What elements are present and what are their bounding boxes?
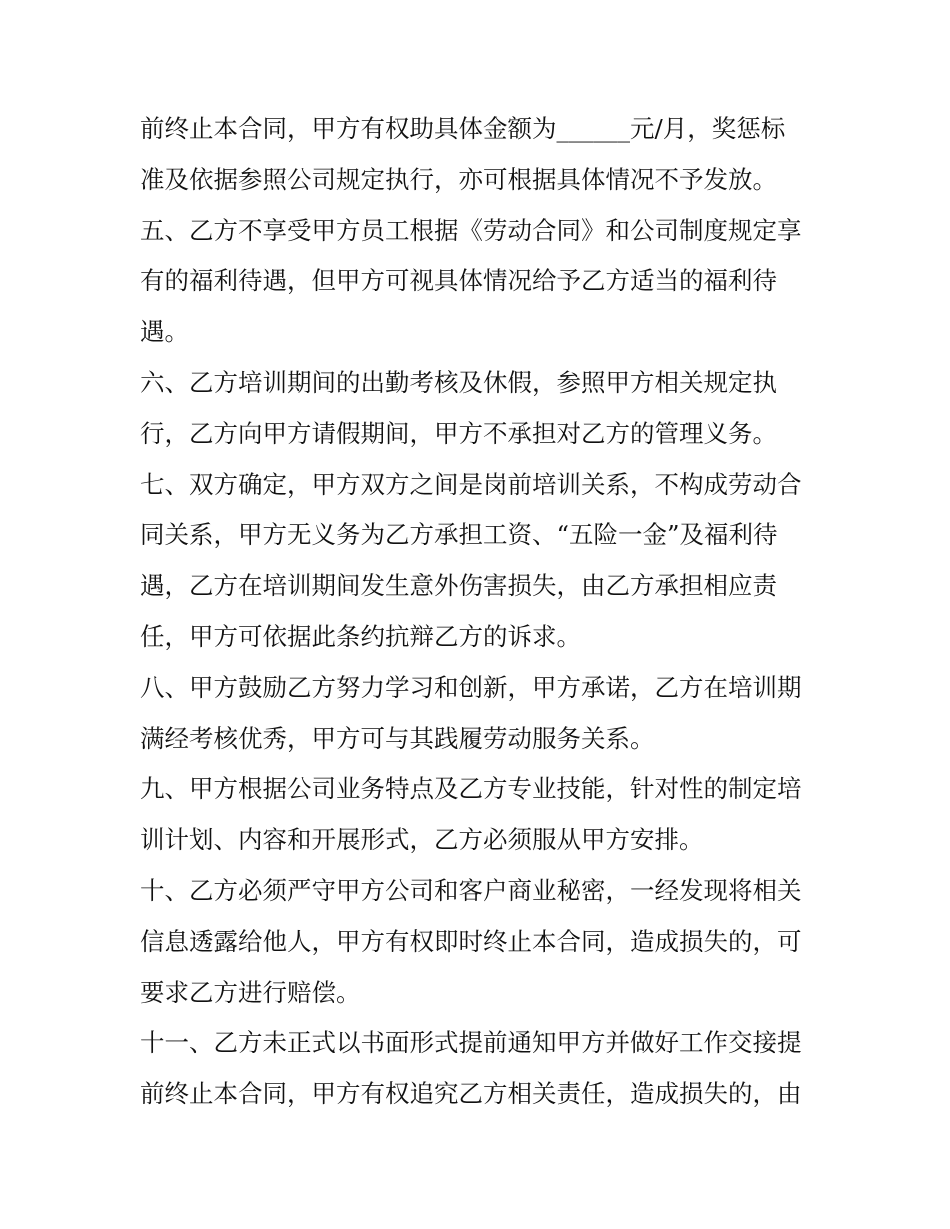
text-line: 十、乙方必须严守甲方公司和客户商业秘密，一经发现将相关 bbox=[140, 875, 802, 905]
text-line: 有的福利待遇，但甲方可视具体情况给予乙方适当的福利待 bbox=[140, 266, 777, 296]
text-line: 任，甲方可依据此条约抗辩乙方的诉求。 bbox=[140, 621, 581, 651]
text-line: 五、乙方不享受甲方员工根据《劳动合同》和公司制度规定享 bbox=[140, 215, 802, 245]
text-line: 八、甲方鼓励乙方努力学习和创新，甲方承诺，乙方在培训期 bbox=[140, 672, 802, 702]
text-line: 前终止本合同，甲方有权追究乙方相关责任，造成损失的，由 bbox=[140, 1079, 802, 1109]
text-line: 行，乙方向甲方请假期间，甲方不承担对乙方的管理义务。 bbox=[140, 418, 777, 448]
document-body bbox=[140, 104, 820, 1120]
text-line: 遇，乙方在培训期间发生意外伤害损失，由乙方承担相应责 bbox=[140, 571, 777, 601]
text-line: 十一、乙方未正式以书面形式提前通知甲方并做好工作交接提 bbox=[140, 1028, 802, 1058]
text-line: 六、乙方培训期间的出勤考核及休假，参照甲方相关规定执 bbox=[140, 367, 777, 397]
text-line: 满经考核优秀，甲方可与其践履劳动服务关系。 bbox=[140, 723, 655, 753]
text-line: 要求乙方进行赔偿。 bbox=[140, 977, 361, 1007]
text-line: 同关系，甲方无义务为乙方承担工资、“五险一金”及福利待 bbox=[140, 520, 778, 550]
text-line: 训计划、内容和开展形式，乙方必须服从甲方安排。 bbox=[140, 825, 704, 855]
text-line: 信息透露给他人，甲方有权即时终止本合同，造成损失的，可 bbox=[140, 926, 802, 956]
text-line: 准及依据参照公司规定执行，亦可根据具体情况不予发放。 bbox=[140, 164, 777, 194]
text-line: 七、双方确定，甲方双方之间是岗前培训关系，不构成劳动合 bbox=[140, 469, 802, 499]
text-line: 前终止本合同，甲方有权助具体金额为______元/月，奖惩标 bbox=[140, 114, 786, 143]
text-line: 遇。 bbox=[140, 317, 189, 347]
text-line: 九、甲方根据公司业务特点及乙方专业技能，针对性的制定培 bbox=[140, 774, 802, 804]
